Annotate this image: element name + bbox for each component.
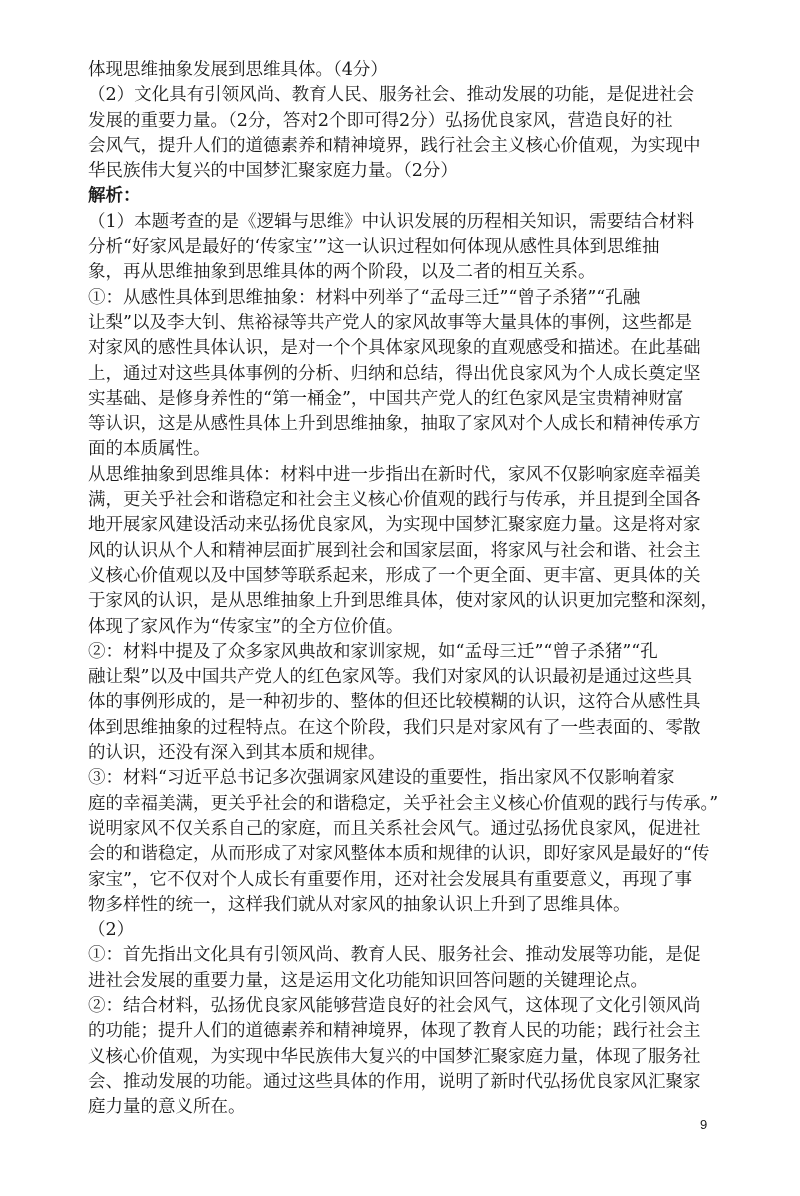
text-line: 分析“好家风是最好的‘传家宝’”这一认识过程如何体现从感性具体到思维抽 [88,237,660,258]
text-line: 体现了家风作为“传家宝”的全方位价值。 [88,616,404,637]
text-line: 的功能；提升人们的道德素养和精神境界，体现了教育人民的功能；践行社会主 [88,1021,701,1042]
text-line: 会、推动发展的功能。通过这些具体的作用，说明了新时代弘扬优良家风汇聚家 [88,1071,701,1092]
text-line: 物多样性的统一，这样我们就从对家风的抽象认识上升到了思维具体。 [88,894,631,915]
text-line: 风的认识从个人和精神层面扩展到社会和国家层面，将家风与社会和谐、社会主 [88,540,701,561]
text-line: 进社会发展的重要力量，这是运用文化功能知识回答问题的关键理论点。 [88,970,648,991]
text-line: 融让梨”以及中国共产党人的红色家风等。我们对家风的认识最初是通过这些具 [88,667,692,688]
text-line: （2）文化具有引领风尚、教育人民、服务社会、推动发展的功能，是促进社会 [88,85,695,106]
text-line: 庭力量的意义所在。 [88,1097,246,1118]
page-number: 9 [700,1117,708,1132]
document-body [88,58,722,1120]
section-heading-analysis: 解析： [88,186,141,207]
text-line: 的认识，还没有深入到其本质和规律。 [88,743,386,764]
text-line: 说明家风不仅关系自己的家庭，而且关系社会风气。通过弘扬优良家风，促进社 [88,818,701,839]
text-line: （2） [88,920,135,941]
text-line: 会风气，提升人们的道德素养和精神境界，践行社会主义核心价值观，为实现中 [88,135,701,156]
text-line: 等认识，这是从感性具体上升到思维抽象，抽取了家风对个人成长和精神传承方 [88,414,701,435]
text-line: 从思维抽象到思维具体：材料中进一步指出在新时代，家风不仅影响家庭幸福美 [88,464,701,485]
text-line: 会的和谐稳定，从而形成了对家风整体本质和规律的认识，即好家风是最好的“传 [88,844,710,865]
text-line: 满，更关乎社会和谐稳定和社会主义核心价值观的践行与传承，并且提到全国各 [88,490,701,511]
text-line: 实基础、是修身养性的“第一桶金”，中国共产党人的红色家风是宝贵精神财富 [88,388,684,409]
text-line: 上，通过对这些具体事例的分析、归纳和总结，得出优良家风为个人成长奠定坚 [88,363,701,384]
text-line: 发展的重要力量。（2分，答对2个即可得2分）弘扬优良家风，营造良好的社 [88,110,673,131]
text-line: 家宝”，它不仅对个人成长有重要作用，还对社会发展具有重要意义，再现了事 [88,869,692,890]
text-line: 体到思维抽象的过程特点。在这个阶段，我们只是对家风有了一些表面的、零散 [88,717,701,738]
text-line: ③：材料“习近平总书记多次强调家风建设的重要性，指出家风不仅影响着家 [88,768,675,789]
text-line: 义核心价值观，为实现中华民族伟大复兴的中国梦汇聚家庭力量，体现了服务社 [88,1046,701,1067]
text-line: （1）本题考查的是《逻辑与思维》中认识发展的历程相关知识，需要结合材料 [88,211,695,232]
text-line: 体的事例形成的，是一种初步的、整体的但还比较模糊的认识，这符合从感性具 [88,692,701,713]
text-line: 对家风的感性具体认识，是对一个个具体家风现象的直观感受和描述。在此基础 [88,338,701,359]
text-line: 华民族伟大复兴的中国梦汇聚家庭力量。（2分） [88,161,458,182]
text-line: ①：从感性具体到思维抽象：材料中列举了“孟母三迁”“曾子杀猪”“孔融 [88,287,641,308]
text-line: ②：结合材料，弘扬优良家风能够营造良好的社会风气，这体现了文化引领风尚 [88,995,701,1016]
text-line: 义核心价值观以及中国梦等联系起来，形成了一个更全面、更丰富、更具体的关 [88,565,701,586]
text-line: 于家风的认识，是从思维抽象上升到思维具体，使对家风的认识更加完整和深刻， [88,591,718,612]
text-line: 庭的幸福美满，更关乎社会的和谐稳定，关乎社会主义核心价值观的践行与传承。” [88,793,719,814]
text-line: 面的本质属性。 [88,439,211,460]
text-line: 地开展家风建设活动来弘扬优良家风，为实现中国梦汇聚家庭力量。这是将对家 [88,515,701,536]
text-line: 象，再从思维抽象到思维具体的两个阶段，以及二者的相互关系。 [88,262,596,283]
text-line: ①：首先指出文化具有引领风尚、教育人民、服务社会、推动发展等功能，是促 [88,945,701,966]
text-line: 体现思维抽象发展到思维具体。（4分） [88,60,388,80]
text-line: 让梨”以及李大钊、焦裕禄等共产党人的家风故事等大量具体的事例，这些都是 [88,312,692,333]
text-line: ②：材料中提及了众多家风典故和家训家规，如“孟母三迁”“曾子杀猪”“孔 [88,641,658,662]
